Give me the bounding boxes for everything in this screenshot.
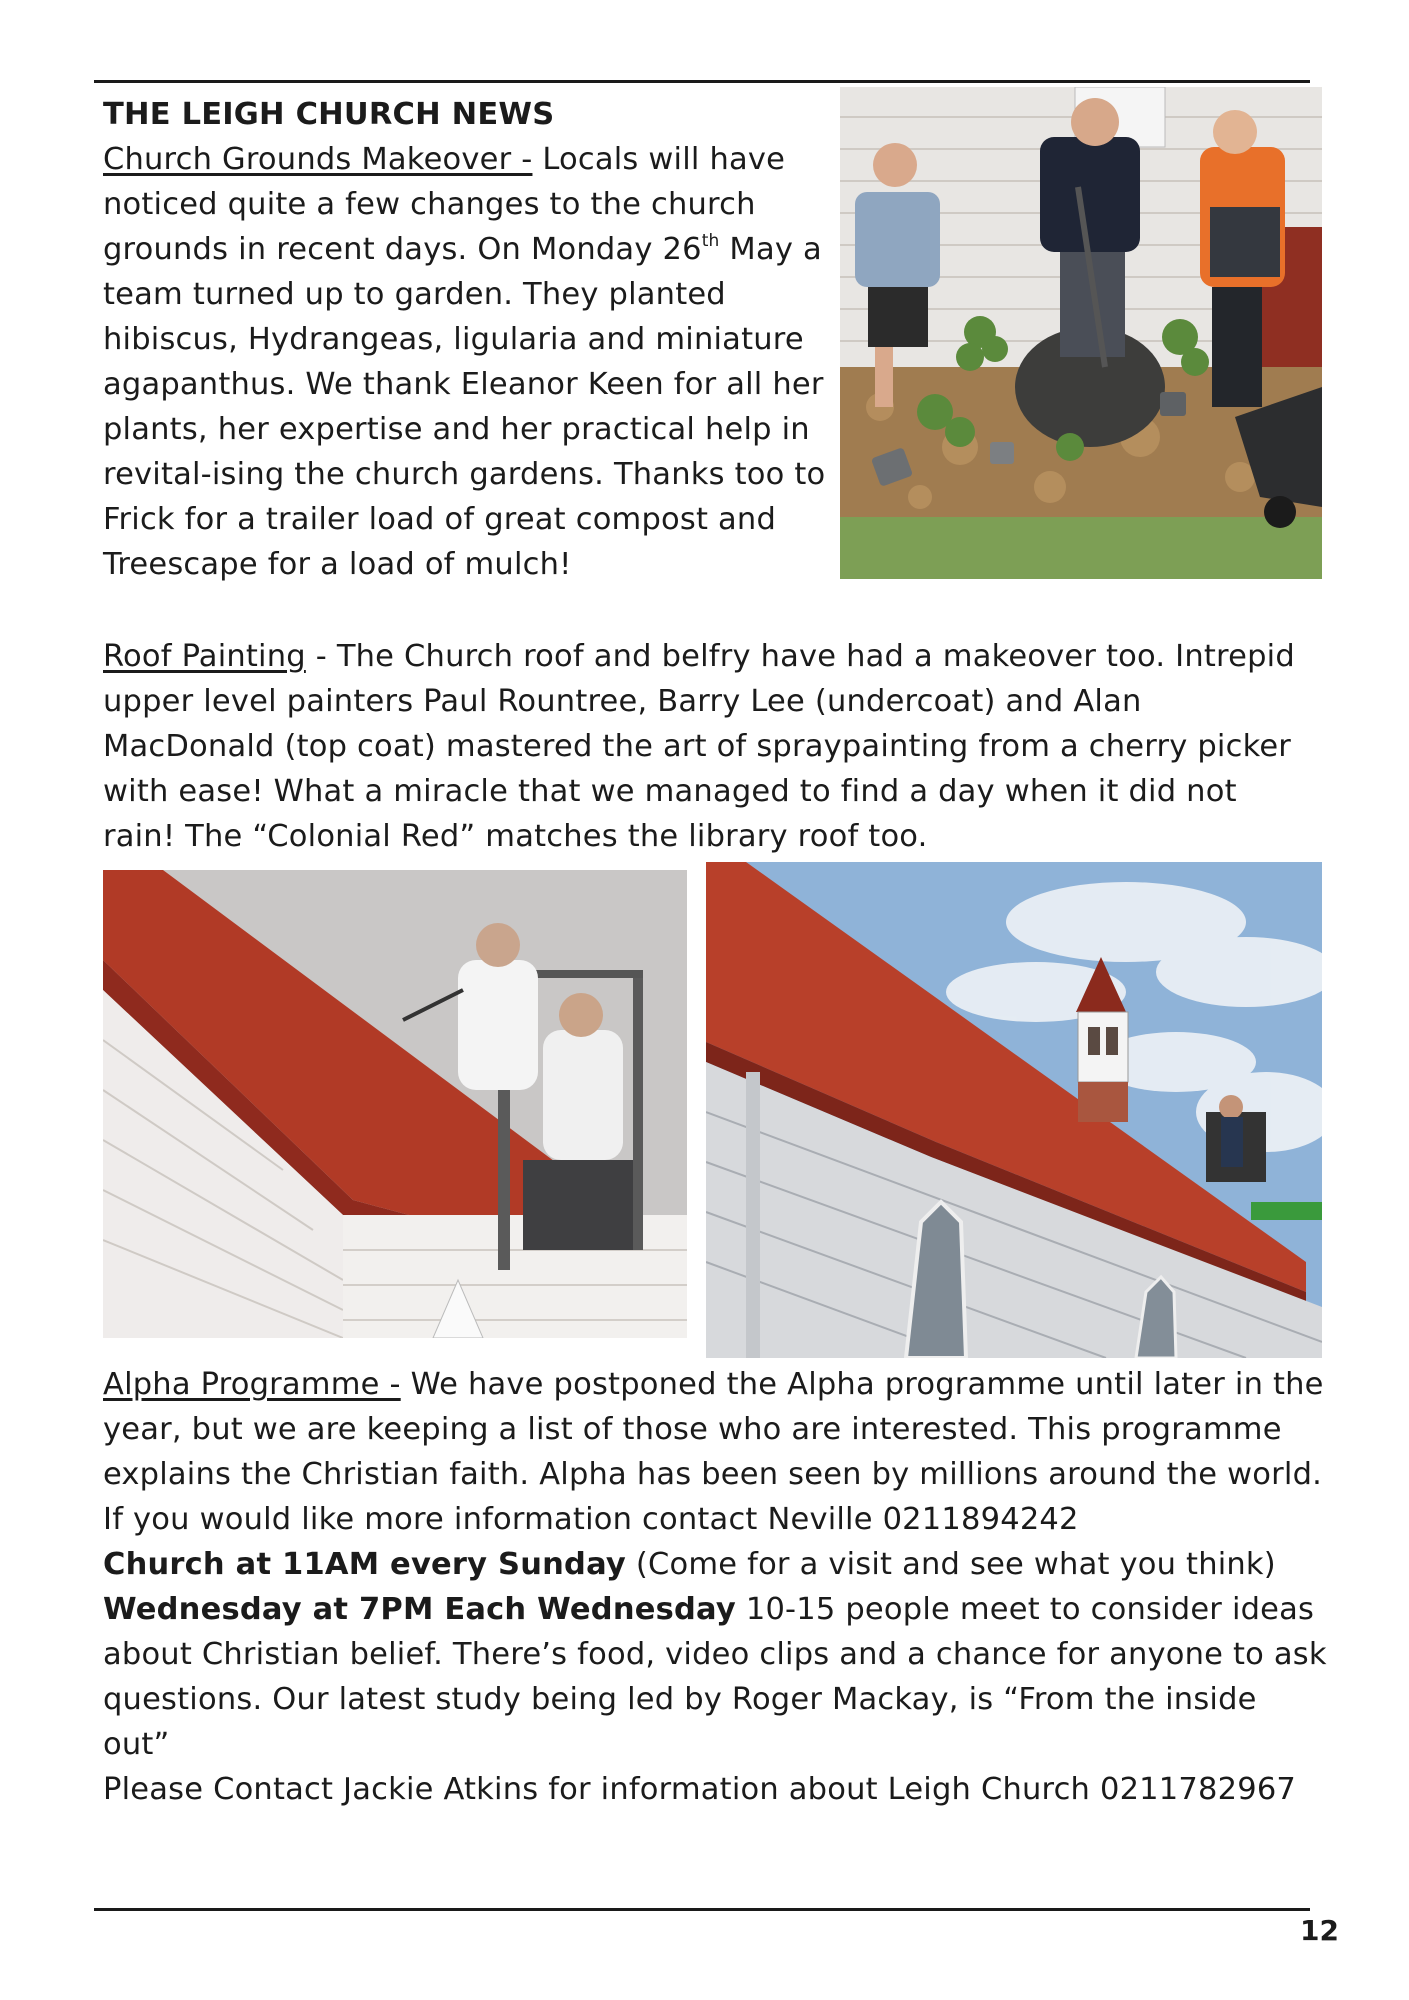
grounds-title: Church Grounds Makeover -	[103, 142, 533, 177]
church-photo-image	[706, 862, 1322, 1358]
bottom-rule	[94, 1908, 1310, 1911]
sunday-service-heading: Church at 11AM every Sunday	[103, 1547, 627, 1582]
newsletter-heading: THE LEIGH CHURCH NEWS	[103, 97, 555, 132]
wednesday-group	[103, 1587, 1328, 1767]
roof-section	[103, 634, 1318, 859]
grounds-text-2: May a team turned up to garden. They planted hibiscus, Hydrangeas, ligularia and miniature agapanthus. We thank Eleanor Keen for all her plants, her expertise and her practical help in revital-ising the church gardens. Thanks too to Frick for a trailer load of great compost and Treescape for a load of mulch!	[103, 232, 826, 582]
date-suffix: th	[701, 230, 720, 251]
alpha-text: We have postponed the Alpha programme until later in the year, but we are keeping a list of those who are interested. This programme explains the Christian faith. Alpha has been seen by millions around the world. If you would like more information contact Neville 0211894242	[103, 1367, 1324, 1537]
alpha-paragraph	[103, 1362, 1328, 1542]
grounds-paragraph	[103, 137, 833, 587]
wednesday-heading: Wednesday at 7PM Each Wednesday	[103, 1592, 736, 1627]
church-belfry-photo	[706, 862, 1322, 1358]
garden-photo	[840, 87, 1322, 579]
page-number: 12	[1300, 1914, 1339, 1947]
painters-photo	[103, 870, 687, 1338]
grounds-text-1: Locals will have noticed quite a few changes to the church grounds in recent days. On Monday 26	[103, 142, 786, 267]
sunday-service	[103, 1542, 1328, 1587]
roof-title: Roof Painting	[103, 639, 306, 674]
garden-photo-image	[840, 87, 1322, 579]
roof-text: - The Church roof and belfry have had a makeover too. Intrepid upper level painters Paul Rountree, Barry Lee (undercoat) and Alan MacDonald (top coat) mastered the art of spraypainting from a cherry picker with ease! What a miracle that we managed to find a day when it did not rain! The “Colonial Red” matches the library roof too.	[103, 639, 1295, 854]
contact-line: Please Contact Jackie Atkins for information about Leigh Church 0211782967	[103, 1772, 1297, 1807]
sunday-service-text: (Come for a visit and see what you think)	[626, 1547, 1276, 1582]
wednesday-text: 10-15 people meet to consider ideas about Christian belief. There’s food, video clips and a chance for anyone to ask questions. Our latest study being led by Roger Mackay, is “From the inside out”	[103, 1592, 1327, 1762]
top-rule	[94, 80, 1310, 83]
lower-section	[103, 1362, 1328, 1812]
alpha-title: Alpha Programme -	[103, 1367, 401, 1402]
painters-photo-image	[103, 870, 687, 1338]
grounds-section	[103, 92, 833, 587]
